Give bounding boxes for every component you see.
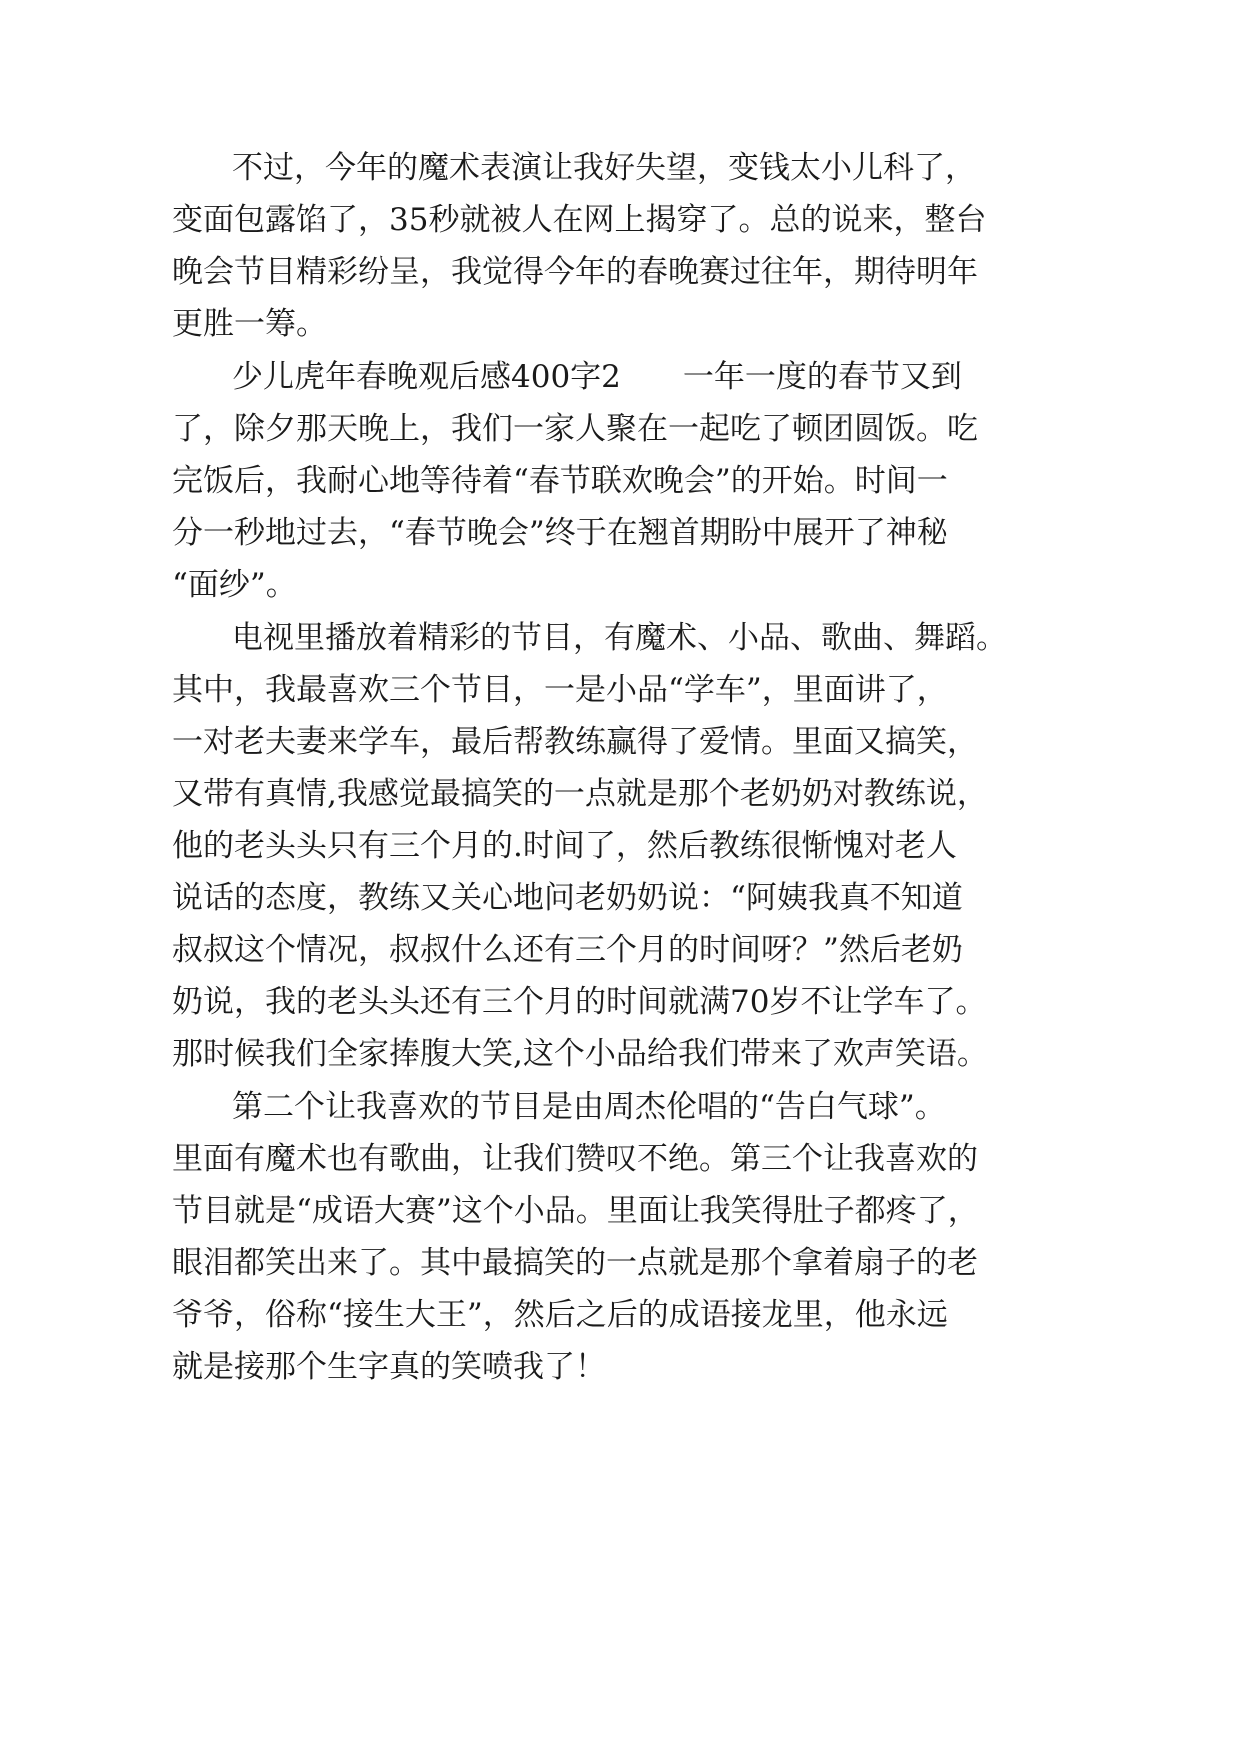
text-line: 变面包露馅了，35秒就被人在网上揭穿了。总的说来，整台	[172, 202, 987, 238]
text-line: 晚会节目精彩纷呈，我觉得今年的春晚赛过往年，期待明年	[172, 254, 978, 290]
text-line: 叔叔这个情况，叔叔什么还有三个月的时间呀？”然后老奶	[172, 932, 963, 968]
text-line: 少儿虎年春晚观后感400字2 一年一度的春节又到	[232, 359, 962, 395]
text-line: 分一秒地过去，“春节晚会”终于在翘首期盼中展开了神秘	[172, 515, 948, 551]
text-line: 就是接那个生字真的笑喷我了！	[172, 1349, 606, 1385]
text-line: 又带有真情,我感觉最搞笑的一点就是那个老奶奶对教练说，	[172, 776, 988, 812]
text-line: 完饭后，我耐心地等待着“春节联欢晚会”的开始。时间一	[172, 463, 948, 499]
text-line: 其中，我最喜欢三个节目，一是小品“学车”，里面讲了，	[172, 672, 948, 708]
text-line: 那时候我们全家捧腹大笑,这个小品给我们带来了欢声笑语。	[172, 1036, 988, 1072]
text-line: 了，除夕那天晚上，我们一家人聚在一起吃了顿团圆饭。吃	[172, 411, 978, 447]
text-line: 说话的态度，教练又关心地问老奶奶说：“阿姨我真不知道	[172, 880, 963, 916]
text-line: 一对老夫妻来学车，最后帮教练赢得了爱情。里面又搞笑，	[172, 724, 978, 760]
text-line: 里面有魔术也有歌曲，让我们赞叹不绝。第三个让我喜欢的	[172, 1141, 978, 1177]
text-line: “面纱”。	[172, 567, 297, 603]
text-line: 节目就是“成语大赛”这个小品。里面让我笑得肚子都疼了，	[172, 1193, 979, 1229]
text-line: 第二个让我喜欢的节目是由周杰伦唱的“告白气球”。	[232, 1089, 946, 1125]
text-line: 爷爷，俗称“接生大王”，然后之后的成语接龙里，他永远	[172, 1297, 948, 1333]
text-line: 眼泪都笑出来了。其中最搞笑的一点就是那个拿着扇子的老	[172, 1245, 978, 1281]
text-line: 电视里播放着精彩的节目，有魔术、小品、歌曲、舞蹈。	[232, 620, 1007, 656]
text-line: 他的老头头只有三个月的.时间了，然后教练很惭愧对老人	[172, 828, 957, 864]
text-line: 不过，今年的魔术表演让我好失望，变钱太小儿科了，	[232, 150, 976, 186]
text-line: 更胜一筹。	[172, 306, 327, 342]
text-line: 奶说，我的老头头还有三个月的时间就满70岁不让学车了。	[172, 984, 987, 1020]
